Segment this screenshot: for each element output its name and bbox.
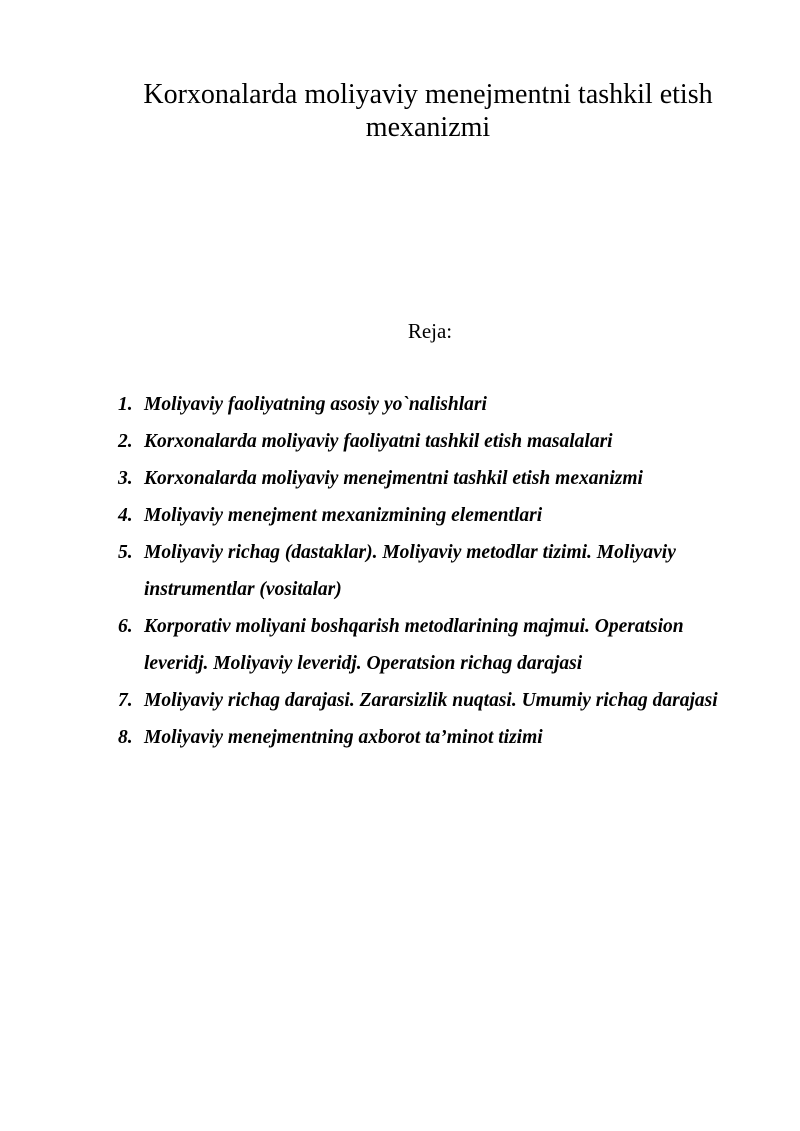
document-title: Korxonalarda moliyaviy menejmentni tashkil etish mexanizmi [143, 79, 713, 143]
plan-item-number: 7. [118, 690, 133, 711]
plan-item-text: Moliyaviy faoliyatning asosiy yo`nalishlari [144, 394, 487, 415]
plan-item-text: Korporativ moliyani boshqarish metodlarining majmui. Operatsion leveridj. Moliyaviy leveridj. Operatsion richag darajasi [144, 616, 684, 674]
plan-item-number: 5. [118, 542, 133, 563]
plan-item-text: Moliyaviy menejment mexanizmining elementlari [144, 505, 543, 526]
plan-item-text: Korxonalarda moliyaviy faoliyatni tashkil etish masalalari [144, 431, 613, 452]
plan-item-number: 6. [118, 616, 133, 637]
plan-item [114, 608, 744, 682]
plan-item-number: 3. [118, 468, 133, 489]
plan-item-text: Moliyaviy richag (dastaklar). Moliyaviy metodlar tizimi. Moliyaviy instrumentlar (vositalar) [144, 542, 676, 600]
plan-item [114, 534, 744, 608]
plan-heading: Reja: [407, 319, 453, 343]
plan-item-text: Moliyaviy menejmentning axborot ta’minot tizimi [144, 727, 543, 748]
plan-item-text: Moliyaviy richag darajasi. Zararsizlik nuqtasi. Umumiy richag darajasi [144, 690, 718, 711]
plan-item-text: Korxonalarda moliyaviy menejmentni tashkil etish mexanizmi [144, 468, 643, 489]
plan-item-number: 4. [118, 505, 133, 526]
plan-item [114, 497, 744, 534]
plan-item [114, 386, 744, 423]
plan-item-number: 8. [118, 727, 133, 748]
plan-item [114, 719, 744, 756]
plan-item [114, 423, 744, 460]
plan-item-number: 1. [118, 394, 133, 415]
plan-item [114, 682, 744, 719]
plan-list [114, 386, 744, 756]
plan-item [114, 460, 744, 497]
plan-item-number: 2. [118, 431, 133, 452]
